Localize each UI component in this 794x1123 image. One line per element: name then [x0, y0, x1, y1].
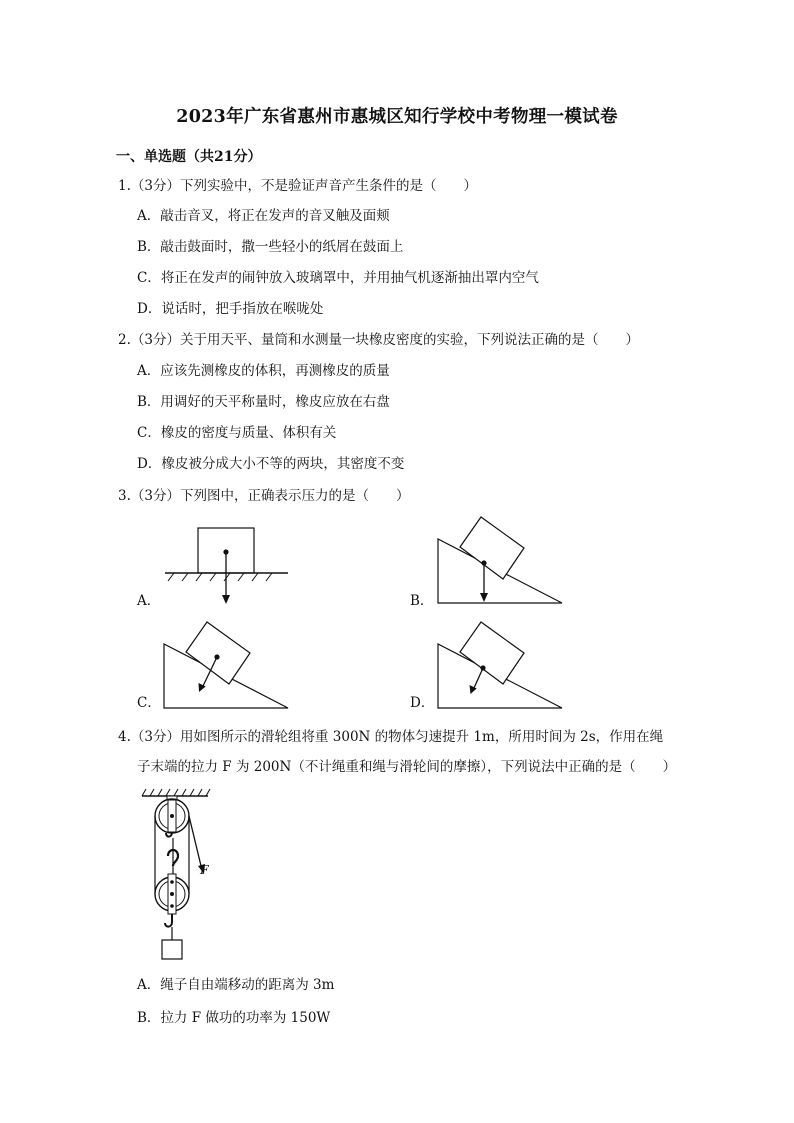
figure-c-label: C． — [137, 695, 161, 711]
figure-c — [158, 620, 293, 712]
figure-b-label: B． — [410, 593, 434, 609]
question-2-option-b: B．用调好的天平称量时，橡皮应放在右盘 — [137, 394, 390, 410]
section-heading: 一、单选题（共21分） — [116, 149, 262, 165]
question-4-option-a: A．绳子自由端移动的距离为 3m — [137, 977, 335, 993]
question-2-stem: 2.（3分）关于用天平、量筒和水测量一块橡皮密度的实验，下列说法正确的是（ ） — [118, 332, 639, 348]
question-1-option-d: D．说话时，把手指放在喉咙处 — [137, 301, 324, 317]
question-3-stem: 3.（3分）下列图中，正确表示压力的是（ ） — [118, 488, 410, 504]
question-1-option-c: C．将正在发声的闹钟放入玻璃罩中，并用抽气机逐渐抽出罩内空气 — [137, 270, 539, 286]
question-4-stem-line-2: 子末端的拉力 F 为 200N（不计绳重和绳与滑轮间的摩擦），下列说法中正确的是（ ） — [137, 759, 677, 775]
question-1-option-b: B．敲击鼓面时，撒一些轻小的纸屑在鼓面上 — [137, 239, 404, 255]
question-2-option-a: A．应该先测橡皮的体积，再测橡皮的质量 — [137, 363, 390, 379]
question-2-option-c: C．橡皮的密度与质量、体积有关 — [137, 425, 337, 441]
exam-title: 2023年广东省惠州市惠城区知行学校中考物理一模试卷 — [176, 107, 618, 127]
figure-a-label: A． — [137, 593, 161, 609]
figure-d — [432, 620, 567, 712]
question-1-option-a: A．敲击音叉，将正在发声的音叉触及面颊 — [137, 208, 390, 224]
figure-d-label: D． — [410, 695, 435, 711]
question-1-stem: 1.（3分）下列实验中，不是验证声音产生条件的是（ ） — [118, 178, 477, 194]
question-4-option-b: B．拉力 F 做功的功率为 150W — [137, 1010, 331, 1026]
question-2-option-d: D．橡皮被分成大小不等的两块，其密度不变 — [137, 456, 405, 472]
pulley-figure — [138, 786, 228, 966]
figure-b — [432, 515, 567, 607]
figure-a — [160, 525, 295, 610]
question-4-stem-line-1: 4.（3分）用如图所示的滑轮组将重 300N 的物体匀速提升 1m，所用时间为 2s，作用在绳 — [118, 729, 664, 745]
force-label: F — [200, 862, 209, 877]
